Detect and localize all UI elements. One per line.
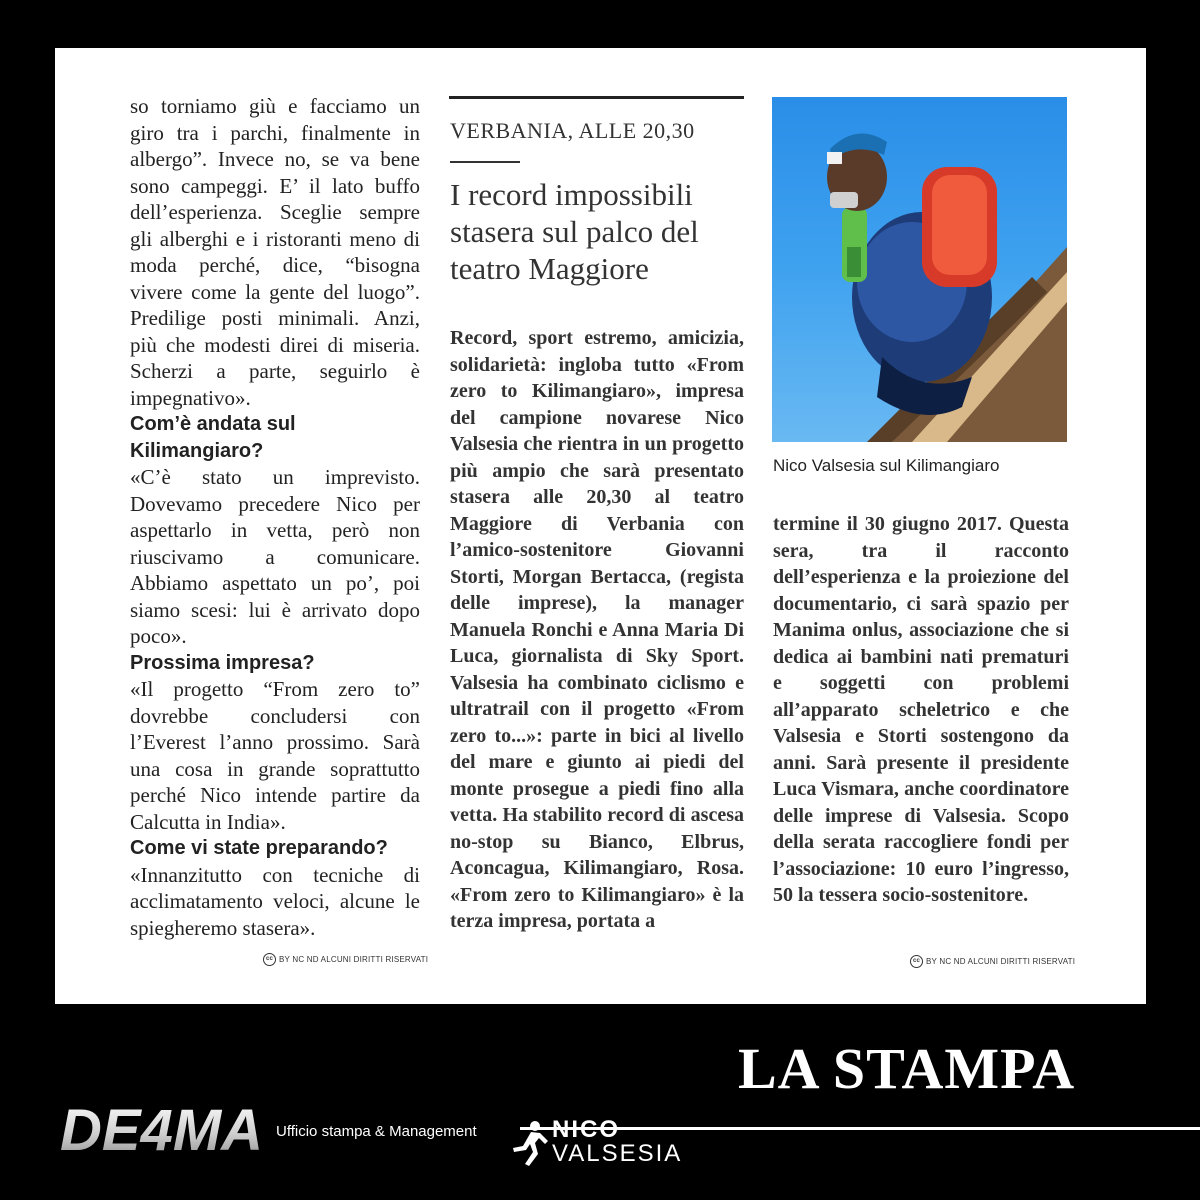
climber-illustration xyxy=(772,97,1067,442)
interview-answer: «C’è stato un imprevisto. Dovevamo precedere Nico per aspettarlo in vetta, però non riuscivamo a comunicare. Abbiamo aspettato un po’, poi siamo scesi: lui è arrivato dopo poco». xyxy=(130,465,420,648)
interview-question: Prossima impresa? xyxy=(130,651,315,674)
cc-text: BY NC ND ALCUNI DIRITTI RISERVATI xyxy=(279,955,429,964)
paragraph: so torniamo giù e facciamo un giro tra i parchi, finalmente in albergo”. Invece no, se va bene sono campeggi. E’ il lato buffo dell’esperienza. Sceglie sempre gli alberghi e i ristoranti meno di moda perché, dice, “bisogna vivere come la gente del luogo”. Predilige posti minimali. Anzi, più che modesti direi di miseria. Scherzi a parte, seguirlo è impegnativo». xyxy=(130,94,420,410)
dema-logo xyxy=(58,1098,268,1160)
cc-text: BY NC ND ALCUNI DIRITTI RISERVATI xyxy=(926,957,1076,966)
photo-caption: Nico Valsesia sul Kilimangiaro xyxy=(773,456,1000,475)
article-headline: I record impossibili stasera sul palco del teatro Maggiore xyxy=(450,177,699,286)
interview-answer: «Il progetto “From zero to” dovrebbe concludersi con l’Everest l’anno prossimo. Sarà una cosa in grande soprattutto perché Nico intende partire da Calcutta in India». xyxy=(130,677,420,834)
nico-logo-line1: NICO xyxy=(552,1116,620,1143)
interview-answer: «Innanzitutto con tecniche di acclimatamento veloci, alcune le spiegheremo stasera». xyxy=(130,862,420,940)
article-column-1 xyxy=(130,93,420,941)
newspaper-clipping xyxy=(55,48,1146,1004)
runner-icon xyxy=(505,1118,550,1168)
article-photo xyxy=(772,97,1067,442)
article-column-2 xyxy=(450,325,744,935)
nico-logo-line2: VALSESIA xyxy=(552,1140,683,1167)
nico-valsesia-logo xyxy=(552,1118,682,1166)
kicker-rule xyxy=(450,161,520,163)
paragraph: termine il 30 giugno 2017. Questa sera, tra il racconto dell’esperienza e la proiezione del documentario, ci sarà spazio per Manima onlus, associazione che si dedica ai bambini nati prematuri e soggetti con problemi all’apparato scheletrico e che Valsesia e Storti sostengono da anni. Sarà presente il presidente Luca Vismara, anche coordinatore delle imprese di Valsesia. Scopo della serata raccogliere fondi per l’associazione: 10 euro l’ingresso, 50 la tessera socio-sostenitore. xyxy=(773,513,1069,906)
creative-commons-notice xyxy=(263,953,428,966)
interview-question: Come vi state preparando? xyxy=(130,837,388,859)
creative-commons-notice xyxy=(910,955,1075,968)
article-kicker: VERBANIA, ALLE 20,30 xyxy=(450,118,695,143)
top-rule xyxy=(449,96,744,99)
paragraph: Record, sport estremo, amicizia, solidarietà: ingloba tutto «From zero to Kilimangiaro», impresa del campione novarese Nico Valsesia che rientra in un progetto più ampio che sarà presentato stasera alle 20,30 al teatro Maggiore di Verbania con l’amico-sostenitore Giovanni Storti, Morgan Bertacca, (regista delle imprese), la manager Manuela Ronchi e Anna Maria Di Luca, giornalista di Sky Sport. Valsesia ha combinato ciclismo e ultratrail con il progetto «From zero to...»: parte in bici al livello del mare e giunto ai piedi del monte prosegue a piedi fino alla vetta. Ha stabilito record di ascesa no-stop su Bianco, Elbrus, Aconcagua, Kilimangiaro, Rosa. «From zero to Kilimangiaro» è la terza impresa, portata a xyxy=(450,327,744,932)
article-column-3 xyxy=(773,511,1069,909)
newspaper-masthead: LA STAMPA xyxy=(738,1036,1076,1101)
cc-icon: cc xyxy=(263,953,276,966)
cc-icon: cc xyxy=(910,955,923,968)
interview-question: Com’è andata sul Kilimangiaro? xyxy=(130,413,296,462)
svg-text:DE4MA: DE4MA xyxy=(60,1098,264,1160)
dema-tagline: Ufficio stampa & Management xyxy=(276,1123,477,1140)
